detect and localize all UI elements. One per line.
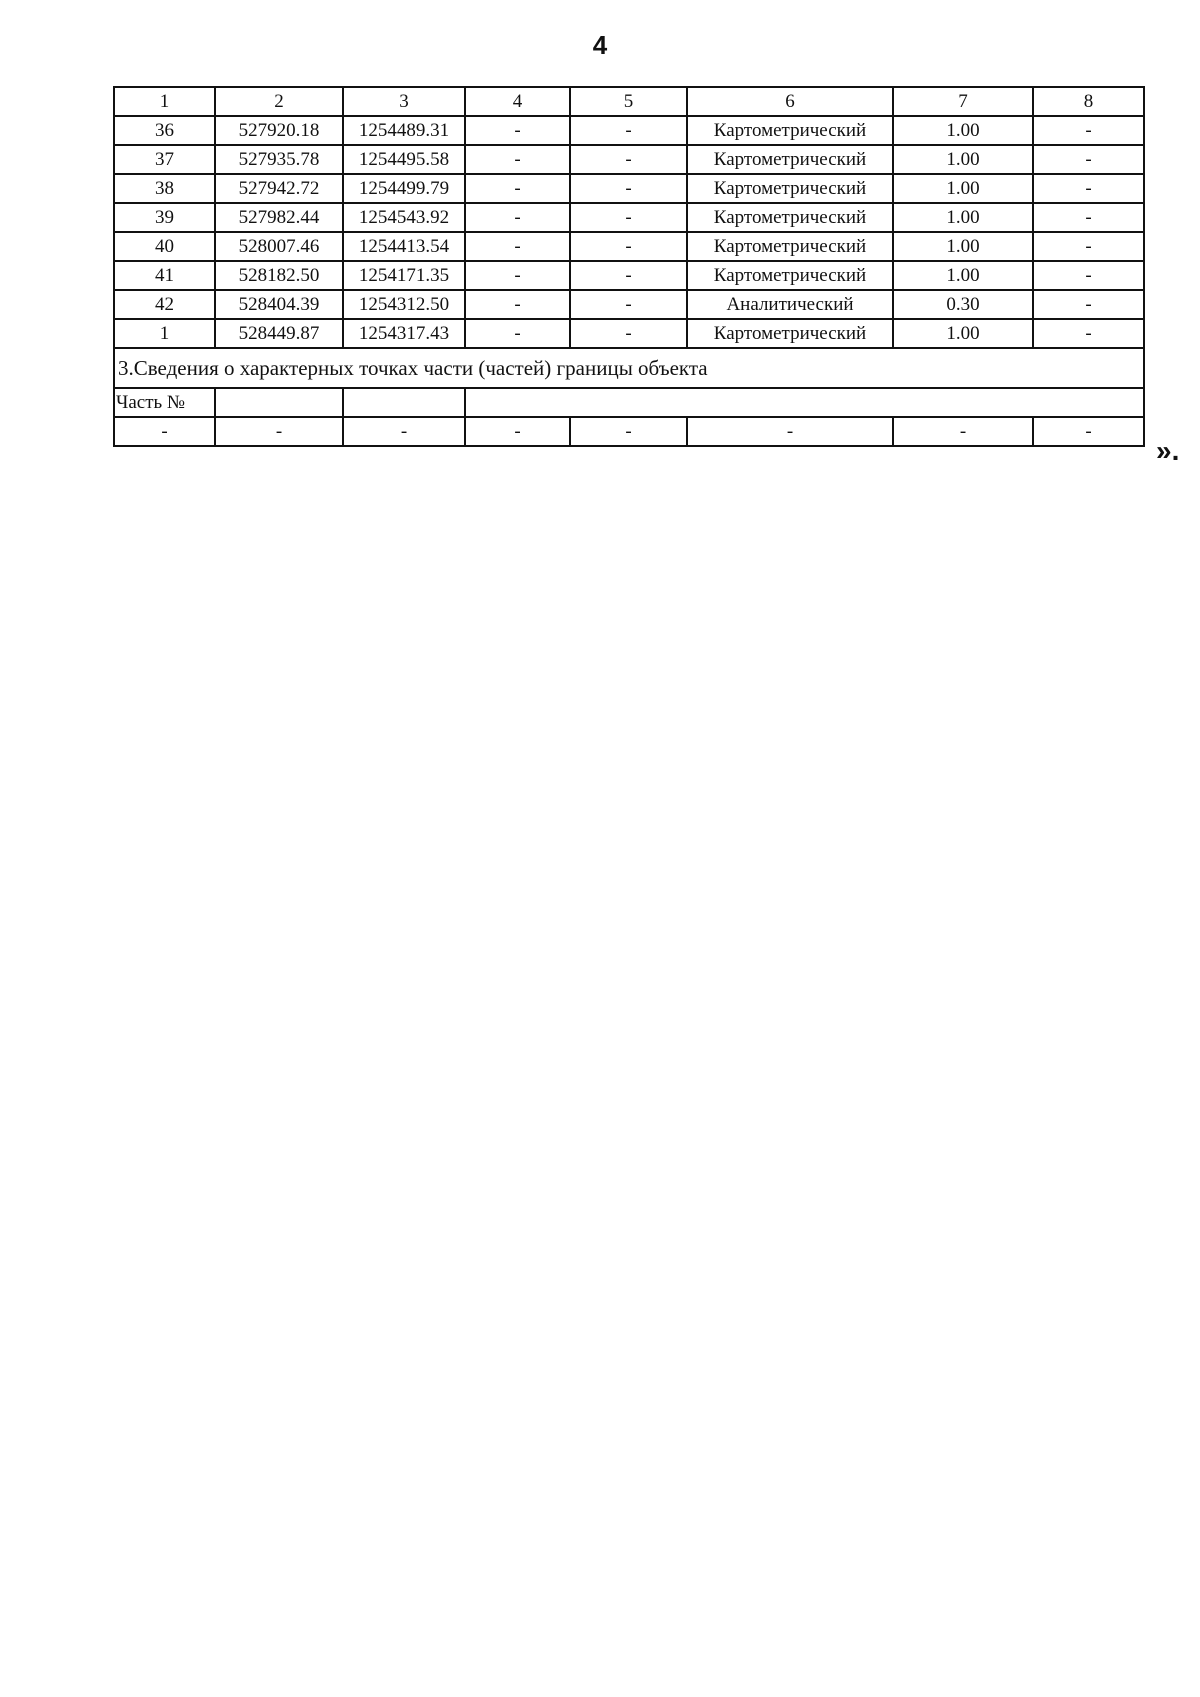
- table-cell: 1.00: [893, 319, 1033, 348]
- table-cell: 528449.87: [215, 319, 343, 348]
- part-number-label: Часть №: [114, 388, 215, 417]
- table-cell: 38: [114, 174, 215, 203]
- page-number: 4: [592, 30, 608, 60]
- table-cell: 1254495.58: [343, 145, 465, 174]
- table-row: [114, 174, 1144, 203]
- table-cell: -: [1033, 232, 1144, 261]
- table-cell: -: [465, 261, 570, 290]
- table-cell: Картометрический: [687, 319, 893, 348]
- table-cell: 1.00: [893, 145, 1033, 174]
- table-cell: 527920.18: [215, 116, 343, 145]
- table-cell: 1254489.31: [343, 116, 465, 145]
- table-row: [114, 232, 1144, 261]
- part-header-row: [114, 388, 1144, 417]
- table-cell: -: [215, 417, 343, 446]
- table-cell: 527942.72: [215, 174, 343, 203]
- table-cell: 1.00: [893, 261, 1033, 290]
- header-cell: 7: [893, 87, 1033, 116]
- table-cell: -: [114, 417, 215, 446]
- table-cell: -: [570, 290, 687, 319]
- table-cell: 37: [114, 145, 215, 174]
- table-cell: 1254312.50: [343, 290, 465, 319]
- table-cell: 1: [114, 319, 215, 348]
- table-cell: -: [465, 145, 570, 174]
- table-cell: -: [570, 145, 687, 174]
- table-cell: -: [1033, 319, 1144, 348]
- table-cell: 528007.46: [215, 232, 343, 261]
- table-cell: Картометрический: [687, 261, 893, 290]
- part-header-cell: [343, 388, 465, 417]
- table-cell: 1254171.35: [343, 261, 465, 290]
- table-cell: 1.00: [893, 232, 1033, 261]
- table-cell: -: [1033, 417, 1144, 446]
- table-cell: -: [570, 174, 687, 203]
- header-cell: 6: [687, 87, 893, 116]
- table-cell: -: [465, 319, 570, 348]
- table-cell: -: [570, 417, 687, 446]
- section-row: [114, 348, 1144, 388]
- table-cell: -: [570, 261, 687, 290]
- header-cell: 2: [215, 87, 343, 116]
- table-row: [114, 319, 1144, 348]
- table-cell: 0.30: [893, 290, 1033, 319]
- table-row: [114, 290, 1144, 319]
- table-cell: -: [465, 203, 570, 232]
- table-cell: -: [465, 232, 570, 261]
- table-body: [114, 87, 1144, 446]
- table-cell: Аналитический: [687, 290, 893, 319]
- header-cell: 5: [570, 87, 687, 116]
- table-cell: Картометрический: [687, 145, 893, 174]
- table-cell: -: [1033, 145, 1144, 174]
- section-title: 3.Сведения о характерных точках части (частей) границы объекта: [114, 348, 1144, 388]
- table-cell: 39: [114, 203, 215, 232]
- table-cell: 1.00: [893, 174, 1033, 203]
- table-row: [114, 203, 1144, 232]
- table-cell: Картометрический: [687, 116, 893, 145]
- table-cell: -: [465, 116, 570, 145]
- table-cell: -: [465, 290, 570, 319]
- header-cell: 3: [343, 87, 465, 116]
- table-cell: 41: [114, 261, 215, 290]
- table-cell: -: [570, 203, 687, 232]
- table-cell: -: [465, 417, 570, 446]
- table-cell: 528182.50: [215, 261, 343, 290]
- table-cell: -: [687, 417, 893, 446]
- table-cell: -: [570, 319, 687, 348]
- table-cell: 1254499.79: [343, 174, 465, 203]
- table-cell: 40: [114, 232, 215, 261]
- table-cell: 1.00: [893, 116, 1033, 145]
- table-cell: -: [570, 232, 687, 261]
- part-header-cell: [215, 388, 343, 417]
- table-cell: 1.00: [893, 203, 1033, 232]
- table-cell: -: [893, 417, 1033, 446]
- table-cell: 527935.78: [215, 145, 343, 174]
- table-cell: 528404.39: [215, 290, 343, 319]
- table-row: [114, 145, 1144, 174]
- header-cell: 4: [465, 87, 570, 116]
- table-cell: -: [343, 417, 465, 446]
- table-cell: 42: [114, 290, 215, 319]
- boundary-points-table: [113, 86, 1145, 447]
- part-data-row: [114, 417, 1144, 446]
- table-cell: 36: [114, 116, 215, 145]
- table-cell: Картометрический: [687, 203, 893, 232]
- table-cell: -: [1033, 116, 1144, 145]
- part-header-cell: [465, 388, 1144, 417]
- table-header-row: [114, 87, 1144, 116]
- table-cell: 1254317.43: [343, 319, 465, 348]
- table-cell: -: [1033, 290, 1144, 319]
- table-cell: -: [1033, 174, 1144, 203]
- table-cell: -: [1033, 203, 1144, 232]
- closing-quote-mark: ».: [1156, 435, 1180, 466]
- table-cell: 1254543.92: [343, 203, 465, 232]
- table-cell: Картометрический: [687, 232, 893, 261]
- table-row: [114, 116, 1144, 145]
- table-cell: Картометрический: [687, 174, 893, 203]
- table-cell: 1254413.54: [343, 232, 465, 261]
- table-cell: -: [1033, 261, 1144, 290]
- table-cell: -: [465, 174, 570, 203]
- table-cell: -: [570, 116, 687, 145]
- header-cell: 1: [114, 87, 215, 116]
- header-cell: 8: [1033, 87, 1144, 116]
- table-cell: 527982.44: [215, 203, 343, 232]
- table-row: [114, 261, 1144, 290]
